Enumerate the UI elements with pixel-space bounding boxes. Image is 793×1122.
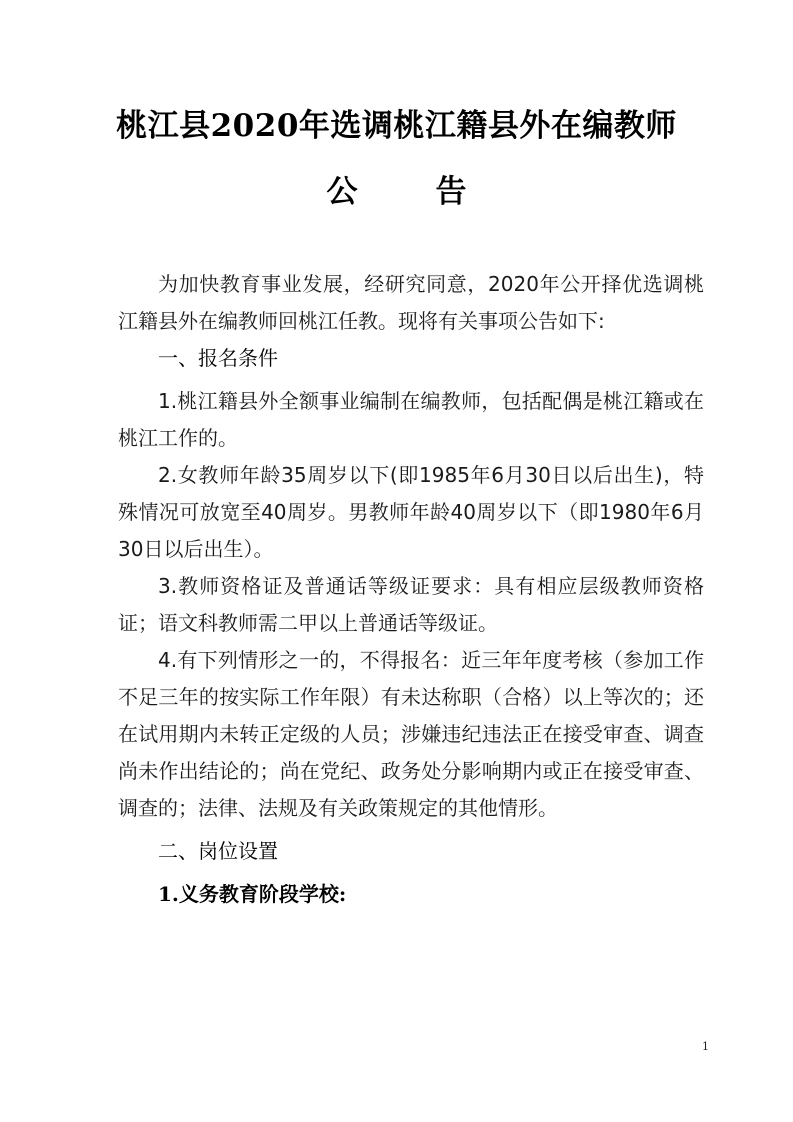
section-heading-positions: 二、岗位设置 — [158, 839, 278, 863]
condition-item-1: 1.桃江籍县外全额事业编制在编教师，包括配偶是桃江籍或在桃江工作的。 — [118, 389, 704, 450]
subsection-heading-compulsory-education: 1.义务教育阶段学校: — [158, 882, 347, 906]
condition-item-4: 4.有下列情形之一的，不得报名：近三年年度考核（参加工作不足三年的按实际工作年限）有未达称职（合格）以上等次的；还在试用期内未转正定级的人员；涉嫌违纪违法正在接受审查、调查尚未作出结论的；尚在党纪、政务处分影响期内或正在接受审查、调查的；法律、法规及有关政策规定的其他情形。 — [118, 648, 704, 820]
subtitle-char-1: 公 — [326, 174, 358, 210]
subtitle-char-2: 告 — [435, 174, 467, 210]
intro-paragraph: 为加快教育事业发展，经研究同意，2020年公开择优选调桃江籍县外在编教师回桃江任教。现将有关事项公告如下: — [118, 272, 704, 333]
document-subtitle — [0, 170, 793, 214]
section-heading-registration: 一、报名条件 — [158, 346, 278, 370]
condition-item-3: 3.教师资格证及普通话等级证要求：具有相应层级教师资格证；语文科教师需二甲以上普通话等级证。 — [118, 574, 704, 635]
document-title: 桃江县2020年选调桃江籍县外在编教师 — [116, 108, 677, 144]
document-body — [118, 266, 704, 913]
page-number: 1 — [702, 1040, 709, 1053]
condition-item-2: 2.女教师年龄35周岁以下(即1985年6月30日以后出生)，特殊情况可放宽至40周岁。男教师年龄40周岁以下（即1980年6月30日以后出生）。 — [118, 463, 704, 561]
